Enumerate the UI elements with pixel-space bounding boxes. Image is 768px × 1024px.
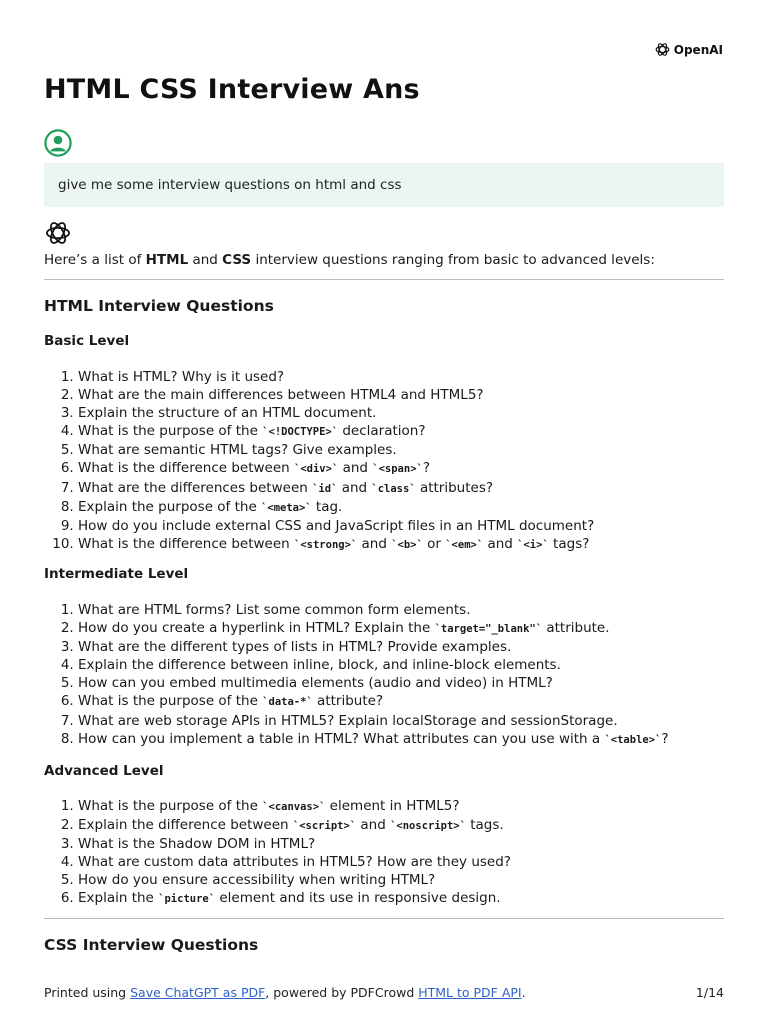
question-item [78, 797, 758, 816]
intermediate-level-heading: Intermediate Level [44, 566, 189, 582]
question-item [78, 368, 758, 386]
code-snippet: `<meta>` [261, 501, 312, 514]
question-text: attributes? [415, 479, 494, 496]
intermediate-questions-list [44, 601, 758, 749]
code-snippet: `<!DOCTYPE>` [262, 426, 339, 439]
divider [44, 279, 724, 280]
question-item [78, 422, 758, 441]
question-item [78, 386, 758, 404]
footer-credit [44, 985, 526, 1000]
question-text: What is the purpose of the [78, 423, 263, 440]
code-snippet: `<noscript>` [390, 820, 466, 833]
question-text: ? [422, 460, 431, 477]
question-text: tags? [548, 535, 590, 552]
question-text: Explain the difference between [78, 817, 293, 834]
question-text: How do you include external CSS and JavaScript files in an HTML document? [78, 517, 595, 534]
question-item [78, 889, 758, 908]
code-snippet: `<canvas>` [262, 801, 326, 813]
footer-prefix: Printed using [44, 985, 131, 1000]
question-text: element and its use in responsive design. [215, 890, 501, 907]
question-text: What are the differences between [78, 479, 313, 496]
chatgpt-avatar-icon [44, 219, 72, 247]
advanced-level-heading: Advanced Level [44, 763, 164, 779]
question-item [78, 479, 758, 498]
html-to-pdf-link[interactable]: HTML to PDF API [418, 985, 522, 1000]
question-text: Explain the [78, 890, 159, 907]
code-snippet: `target="_blank"` [434, 623, 543, 636]
user-message-text: give me some interview questions on html and css [58, 177, 402, 193]
code-snippet: `id` [312, 482, 338, 495]
code-snippet: `<em>` [445, 538, 484, 551]
question-text: tags. [465, 817, 504, 834]
code-snippet: `<b>` [391, 538, 423, 551]
question-item [78, 498, 758, 517]
basic-questions-list [44, 368, 758, 554]
question-text: tag. [311, 498, 343, 515]
question-text: declaration? [338, 423, 426, 440]
question-item [78, 656, 758, 674]
question-text: What are semantic HTML tags? Give examples. [78, 442, 397, 459]
question-item [78, 692, 758, 711]
code-snippet: `picture` [158, 893, 216, 906]
question-text: attribute. [542, 620, 610, 637]
question-text: and [357, 535, 392, 552]
question-text: What are the different types of lists in HTML? Provide examples. [78, 639, 512, 656]
footer-suffix: . [521, 985, 526, 1000]
question-text: What is the difference between [78, 535, 295, 552]
question-item [78, 459, 758, 478]
user-message [44, 163, 724, 207]
code-snippet: `<table>` [604, 733, 662, 746]
divider [44, 918, 724, 919]
question-text: and [356, 817, 391, 834]
page-number: 1/14 [695, 985, 724, 1000]
response-intro [44, 252, 655, 268]
question-text: What is the purpose of the [78, 798, 263, 814]
intro-suffix: interview questions ranging from basic to advanced levels: [251, 252, 655, 268]
css-section-heading: CSS Interview Questions [44, 936, 259, 954]
question-text: Explain the difference between inline, block, and inline-block elements. [78, 657, 561, 674]
brand-name: OpenAI [673, 42, 723, 57]
question-item [78, 638, 758, 656]
question-text: What is the Shadow DOM in HTML? [78, 836, 316, 853]
question-item [78, 816, 758, 835]
question-text: What is the purpose of the [78, 693, 263, 710]
question-text: Explain the structure of an HTML document. [78, 405, 377, 422]
question-text: What are web storage APIs in HTML5? Explain localStorage and sessionStorage. [78, 712, 618, 729]
question-text: How do you create a hyperlink in HTML? Explain the [78, 620, 435, 637]
question-item [78, 535, 758, 554]
intro-prefix: Here’s a list of [44, 252, 146, 268]
openai-logo-icon [654, 41, 671, 58]
user-avatar-icon [44, 129, 72, 157]
intro-mid: and [188, 252, 223, 268]
code-snippet: `<script>` [292, 820, 357, 833]
question-text: How can you embed multimedia elements (audio and video) in HTML? [78, 675, 553, 692]
question-text: element in HTML5? [325, 798, 460, 814]
code-snippet: `class` [371, 482, 416, 495]
code-snippet: `<div>` [294, 463, 339, 476]
basic-level-heading: Basic Level [44, 333, 130, 349]
question-text: ? [661, 730, 669, 747]
code-snippet: `<i>` [517, 538, 549, 551]
question-item [78, 517, 758, 535]
footer-middle: , powered by PDFCrowd [265, 985, 419, 1000]
advanced-questions-list [44, 797, 758, 909]
code-snippet: `<span>` [372, 463, 423, 476]
question-item [78, 619, 758, 638]
question-item [78, 730, 758, 749]
question-item [78, 601, 758, 619]
question-item [78, 674, 758, 692]
question-item [78, 853, 758, 871]
openai-brand [654, 41, 723, 58]
question-item [78, 871, 758, 889]
question-text: and [337, 479, 372, 496]
question-item [78, 441, 758, 459]
question-text: attribute? [312, 693, 384, 710]
question-text: How can you implement a table in HTML? What attributes can you use with a [78, 730, 605, 747]
question-text: What is HTML? Why is it used? [78, 369, 285, 385]
question-item [78, 404, 758, 422]
question-text: What are custom data attributes in HTML5? How are they used? [78, 854, 511, 871]
code-snippet: `<strong>` [294, 538, 358, 551]
page-footer [44, 985, 724, 1000]
code-snippet: `data-*` [262, 696, 313, 709]
question-text: What is the difference between [78, 460, 295, 477]
question-text: and [338, 460, 373, 477]
save-chatgpt-link[interactable]: Save ChatGPT as PDF [130, 985, 266, 1000]
question-item [78, 835, 758, 853]
question-item [78, 712, 758, 730]
intro-css: CSS [222, 252, 252, 268]
html-section-heading: HTML Interview Questions [44, 297, 274, 315]
question-text: What are the main differences between HTML4 and HTML5? [78, 387, 484, 404]
question-text: and [483, 535, 518, 552]
question-text: How do you ensure accessibility when writing HTML? [78, 872, 436, 889]
question-text: or [422, 535, 446, 552]
question-text: Explain the purpose of the [78, 498, 262, 515]
intro-html: HTML [145, 252, 189, 268]
question-text: What are HTML forms? List some common form elements. [78, 602, 471, 618]
page-title: HTML CSS Interview Ans [44, 74, 420, 105]
